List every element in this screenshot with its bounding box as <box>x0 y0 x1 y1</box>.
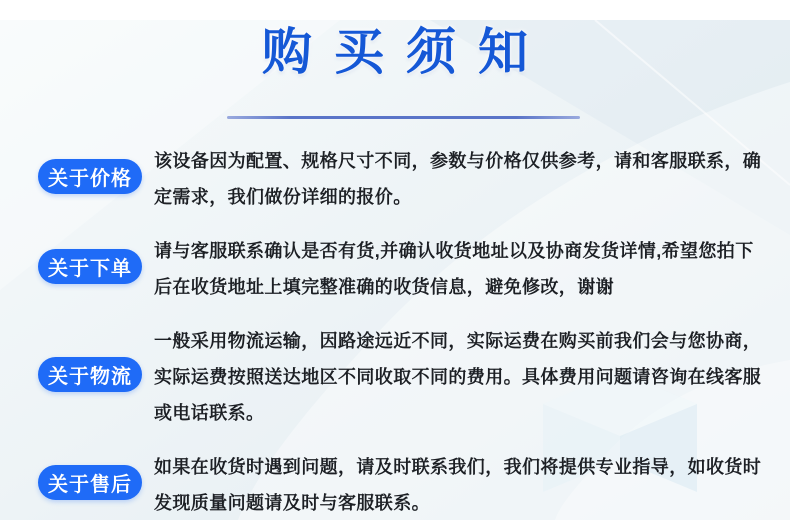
section-badge-order: 关于下单 <box>38 249 142 284</box>
section-aftersales <box>0 449 790 521</box>
section-text-order: 请与客服联系确认是否有货,并确认收货地址以及协商发货详情,希望您拍下后在收货地址上填完整准确的收货信息，避免修改，谢谢 <box>154 241 754 297</box>
section-text-logistics: 一般采用物流运输，因路途远近不同，实际运费在购买前我们会与您协商，实际运费按照送达地区不同收取不同的费用。具体费用问题请咨询在线客服或电话联系。 <box>154 331 762 423</box>
purchase-notice-poster <box>0 20 790 520</box>
page-title: 购买须知 <box>262 24 550 80</box>
section-logistics <box>0 323 790 431</box>
section-badge-price: 关于价格 <box>38 159 142 194</box>
notice-sections <box>0 143 790 521</box>
section-price <box>0 143 790 215</box>
section-badge-aftersales: 关于售后 <box>38 465 142 500</box>
title-underline <box>227 116 580 119</box>
section-badge-logistics: 关于物流 <box>38 357 142 392</box>
section-order <box>0 233 790 305</box>
section-text-aftersales: 如果在收货时遇到问题，请及时联系我们，我们将提供专业指导，如收货时发现质量问题请及时与客服联系。 <box>154 457 762 513</box>
section-text-price: 该设备因为配置、规格尺寸不同，参数与价格仅供参考，请和客服联系，确定需求，我们做份详细的报价。 <box>154 151 762 207</box>
